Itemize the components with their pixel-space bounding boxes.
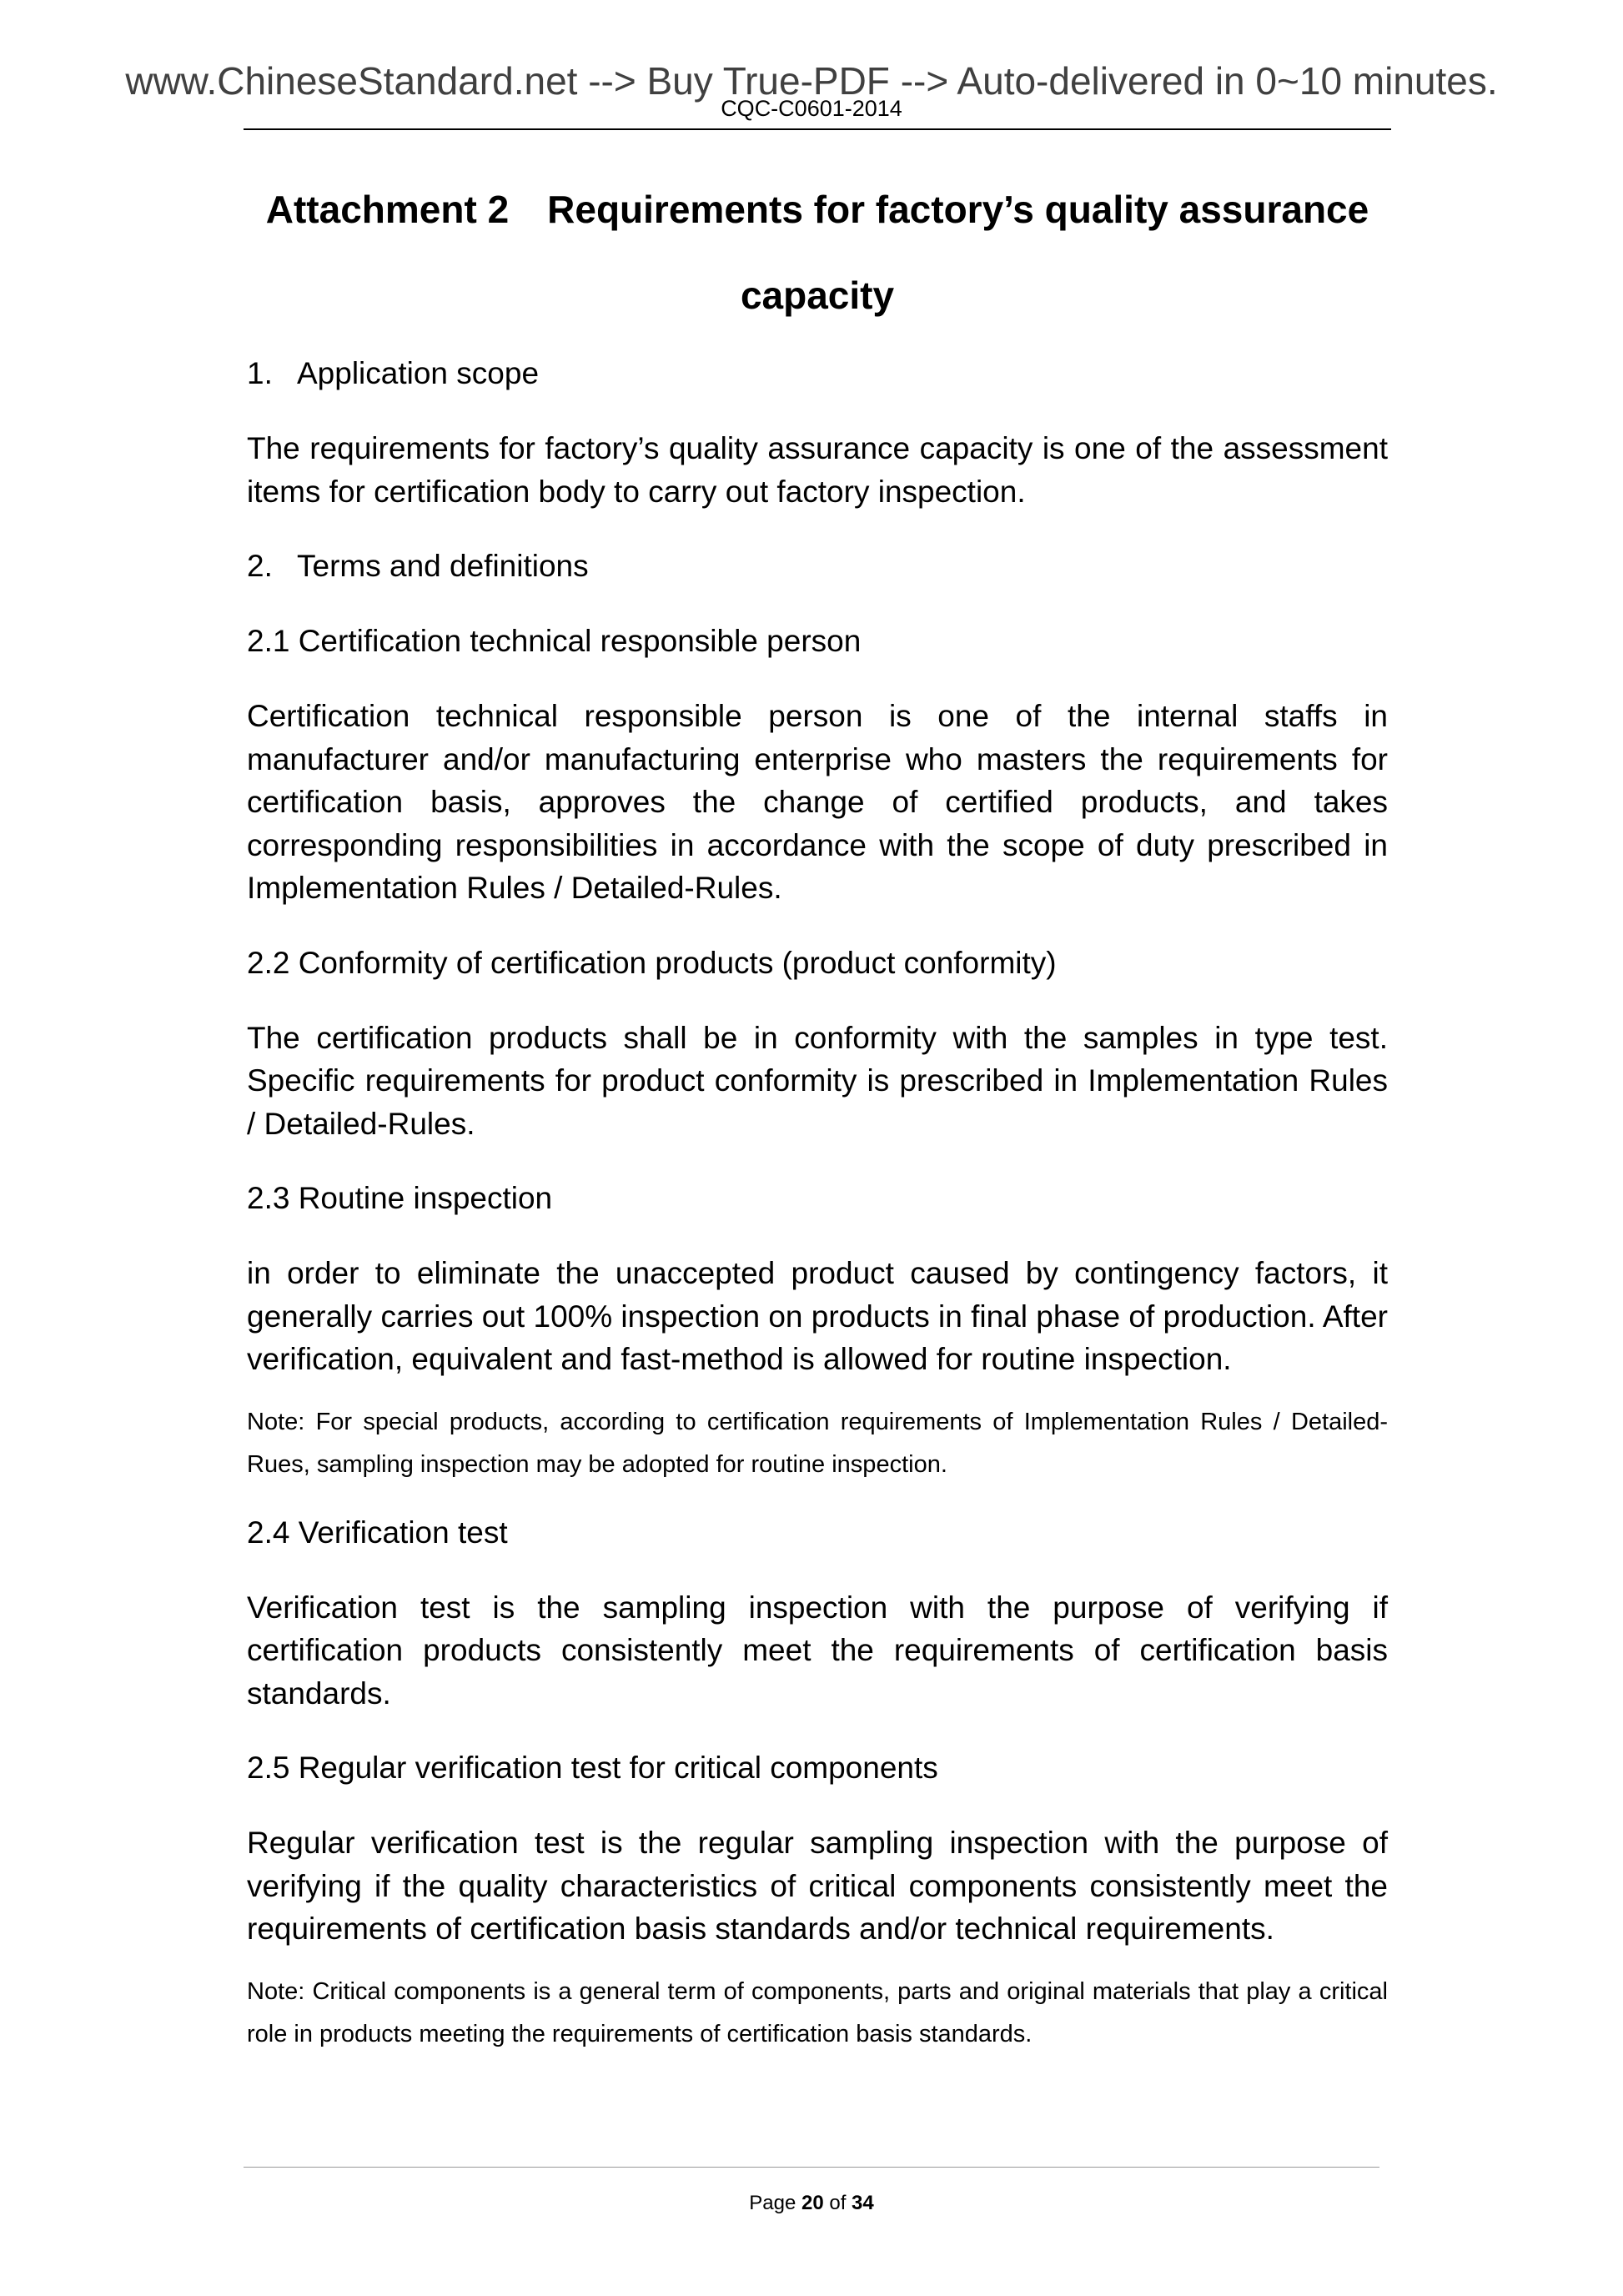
page-number (0, 2192, 1623, 2215)
section-number: 2. (247, 549, 273, 583)
title-line-2: capacity (740, 274, 895, 317)
paragraph-2-2: The certification products shall be in conformity with the samples in type test. Specific requirements for product conformity is prescribed in Implementation Rules / Detailed-Rules. (247, 1020, 1388, 1141)
paragraph-2-1: Certification technical responsible person is one of the internal staffs in manufacturer and/or manufacturing enterprise who masters the requirements for certification basis, approves the change of certified products, and takes corresponding responsibilities in accordance with the scope of duty prescribed in Implementation Rules / Detailed-Rules. (247, 699, 1388, 905)
note-2-5: Note: Critical components is a general term of components, parts and original materials that play a critical role in products meeting the requirements of certification basis standards. (247, 1977, 1388, 2047)
footer-divider (244, 2167, 1379, 2168)
of-word: of (829, 2192, 847, 2214)
total-pages: 34 (852, 2192, 874, 2214)
subsection-heading-2-4: 2.4 Verification test (247, 1515, 508, 1550)
paragraph-2-3: in order to eliminate the unaccepted product caused by contingency factors, it generally carries out 100% inspection on products in final phase of production. After verification, equivalent and fast-method is allowed for routine inspection. (247, 1256, 1388, 1376)
title-line-1: Attachment 2 Requirements for factory’s quality assurance (265, 188, 1369, 231)
section-number: 1. (247, 356, 273, 390)
subsection-heading-2-1: 2.1 Certification technical responsible person (247, 624, 862, 658)
note-2-3: Note: For special products, according to certification requirements of Implementation Rules / Detailed-Rues, sampling inspection may be adopted for routine inspection. (247, 1408, 1388, 1478)
attachment-title (247, 167, 1388, 339)
source-banner: www.ChineseStandard.net --> Buy True-PDF --> Auto-delivered in 0~10 minutes. (125, 59, 1498, 103)
section-label: Terms and definitions (297, 549, 589, 583)
subsection-heading-2-3: 2.3 Routine inspection (247, 1181, 553, 1215)
page-word: Page (749, 2192, 796, 2214)
section-heading-terms (247, 545, 1388, 588)
document-code: CQC-C0601-2014 (721, 96, 902, 121)
paragraph-2-4: Verification test is the sampling inspection with the purpose of verifying if certification products consistently meet the requirements of certification basis standards. (247, 1590, 1388, 1711)
subsection-heading-2-2: 2.2 Conformity of certification products (product conformity) (247, 945, 1057, 980)
subsection-heading-2-5: 2.5 Regular verification test for critical components (247, 1751, 938, 1785)
section-label: Application scope (297, 356, 540, 390)
current-page: 20 (801, 2192, 824, 2214)
section-heading-application-scope (247, 352, 1388, 395)
paragraph-2-5: Regular verification test is the regular sampling inspection with the purpose of verifying if the quality characteristics of critical components consistently meet the requirements of certification basis standards and/or technical requirements. (247, 1826, 1388, 1946)
header-divider (244, 128, 1391, 130)
paragraph-application-scope: The requirements for factory’s quality assurance capacity is one of the assessment items for certification body to carry out factory inspection. (247, 431, 1388, 509)
page-content (247, 167, 1388, 2081)
